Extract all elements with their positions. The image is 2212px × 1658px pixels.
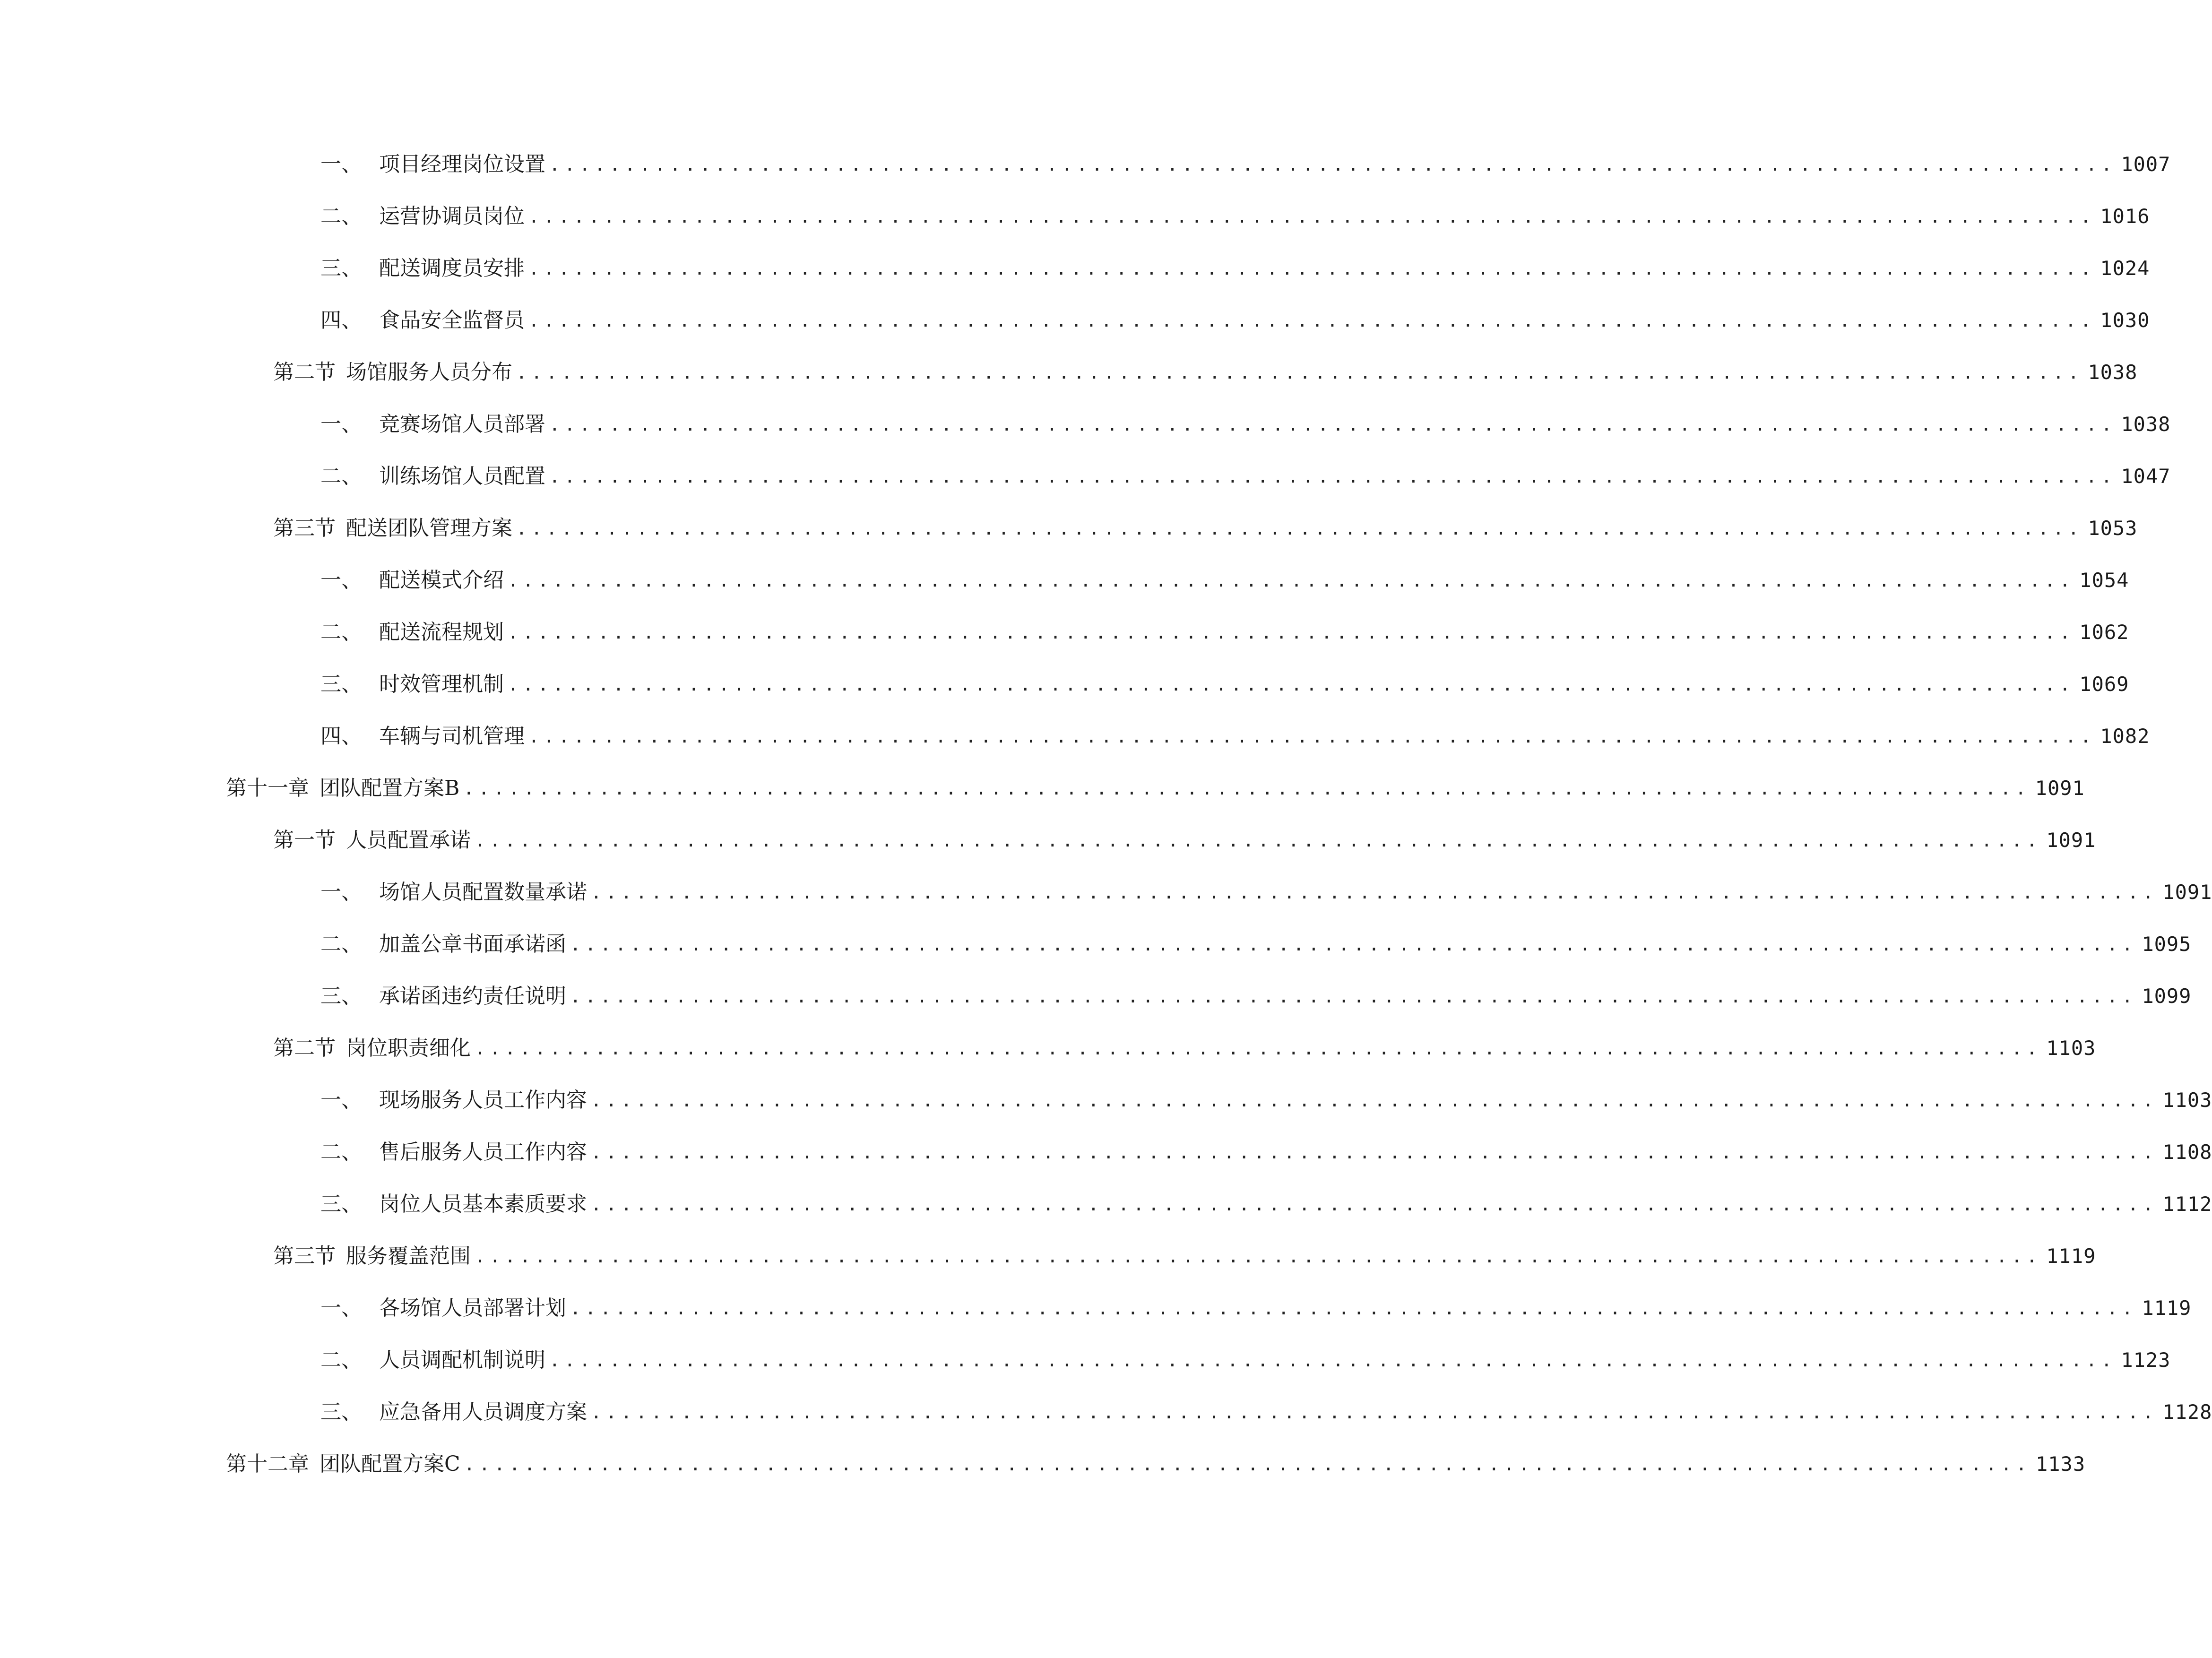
dot-leader: ........................................................................................................ (516, 362, 2083, 383)
toc-entry-title: 承诺函违约责任说明 (379, 984, 566, 1008)
toc-entry[interactable] (320, 1081, 2212, 1119)
toc-entry-page: 1119 (2046, 1244, 2096, 1268)
toc-entry-title: 运营协调员岗位 (379, 204, 525, 228)
toc-entry-number: 四、 (320, 724, 362, 748)
dot-leader: ........................................................................................................ (549, 414, 2117, 435)
dot-leader: ........................................................................................................ (508, 570, 2075, 591)
dot-leader: ........................................................................................................ (475, 1038, 2042, 1059)
toc-entry-title: 配送调度员安排 (379, 256, 525, 280)
toc-entry-page: 1030 (2100, 309, 2150, 332)
toc-section-entry[interactable] (273, 1237, 2096, 1275)
toc-entry-number: 三、 (320, 256, 362, 280)
toc-entry-page: 1053 (2088, 517, 2138, 540)
toc-entry-title: 场馆服务人员分布 (346, 360, 512, 384)
toc-entry-title: 配送流程规划 (379, 620, 504, 644)
toc-entry-title: 配送团队管理方案 (346, 516, 512, 540)
toc-entry-title: 人员调配机制说明 (379, 1348, 545, 1372)
toc-entry-page: 1091 (2035, 777, 2085, 800)
toc-entry-page: 1099 (2142, 984, 2192, 1008)
toc-entry-page: 1103 (2046, 1036, 2096, 1060)
toc-entry-page: 1007 (2121, 153, 2171, 176)
toc-entry-number: 一、 (320, 568, 362, 592)
toc-entry-page: 1082 (2100, 725, 2150, 748)
toc-entry-page: 1095 (2142, 933, 2192, 956)
dot-leader: ........................................................................................................ (528, 206, 2096, 227)
toc-entry-page: 1038 (2088, 361, 2138, 384)
toc-entry-title: 竞赛场馆人员部署 (379, 412, 545, 436)
dot-leader: ........................................................................................................ (508, 674, 2075, 695)
toc-entry-title: 场馆人员配置数量承诺 (379, 880, 587, 904)
dot-leader: ........................................................................................................ (508, 622, 2075, 643)
toc-entry[interactable] (320, 613, 2129, 651)
toc-entry-title: 现场服务人员工作内容 (379, 1088, 587, 1112)
toc-entry-number: 三、 (320, 1192, 362, 1216)
toc-entry-page: 1024 (2100, 257, 2150, 280)
toc-entry-title: 食品安全监督员 (379, 308, 525, 332)
toc-entry[interactable] (320, 198, 2150, 235)
dot-leader: ........................................................................................................ (591, 1194, 2158, 1215)
toc-entry[interactable] (320, 925, 2192, 963)
toc-entry[interactable] (320, 1133, 2212, 1171)
dot-leader: ........................................................................................................ (549, 154, 2117, 175)
toc-section-entry[interactable] (273, 354, 2138, 391)
dot-leader: ........................................................................................................ (549, 1350, 2117, 1371)
toc-entry[interactable] (320, 250, 2150, 287)
toc-entry-title: 团队配置方案B (320, 776, 460, 800)
toc-entry[interactable] (320, 977, 2192, 1015)
toc-entry-number: 一、 (320, 412, 362, 436)
toc-entry-page: 1123 (2121, 1348, 2171, 1372)
toc-entry-title: 团队配置方案C (320, 1452, 460, 1476)
toc-entry-number: 二、 (320, 620, 362, 644)
dot-leader: ........................................................................................................ (570, 934, 2137, 955)
toc-entry-number: 四、 (320, 308, 362, 332)
toc-entry[interactable] (320, 1393, 2212, 1431)
dot-leader: ........................................................................................................ (591, 1090, 2158, 1111)
toc-entry-page: 1047 (2121, 465, 2171, 488)
toc-entry-page: 1054 (2079, 569, 2129, 592)
toc-entry-page: 1062 (2079, 621, 2129, 644)
toc-entry[interactable] (320, 717, 2150, 755)
dot-leader: ........................................................................................................ (570, 986, 2137, 1007)
toc-section-label: 第三节 (273, 516, 336, 540)
dot-leader: ........................................................................................................ (475, 1246, 2042, 1267)
toc-entry-title: 配送模式介绍 (379, 568, 504, 592)
dot-leader: ........................................................................................................ (591, 1402, 2158, 1423)
dot-leader: ........................................................................................................ (528, 258, 2096, 279)
toc-entry-number: 一、 (320, 1296, 362, 1320)
toc-entry-page: 1091 (2162, 881, 2212, 904)
toc-entry-title: 各场馆人员部署计划 (379, 1296, 566, 1320)
toc-entry-title: 车辆与司机管理 (379, 724, 525, 748)
toc-section-entry[interactable] (273, 1029, 2096, 1067)
toc-entry-title: 岗位人员基本素质要求 (379, 1192, 587, 1216)
toc-entry-page: 1016 (2100, 205, 2150, 228)
toc-entry-title: 岗位职责细化 (346, 1036, 471, 1060)
toc-entry-number: 三、 (320, 1400, 362, 1424)
toc-entry-number: 三、 (320, 984, 362, 1008)
toc-entry[interactable] (320, 1289, 2192, 1327)
toc-entry-number: 三、 (320, 672, 362, 696)
toc-entry-page: 1103 (2162, 1088, 2212, 1112)
toc-entry-title: 加盖公章书面承诺函 (379, 932, 566, 956)
toc-entry-page: 1038 (2121, 413, 2171, 436)
toc-entry[interactable] (320, 665, 2129, 703)
toc-section-entry[interactable] (273, 509, 2138, 547)
toc-entry-number: 一、 (320, 152, 362, 176)
toc-section-label: 第一节 (273, 828, 336, 852)
toc-chapter-entry[interactable] (226, 1445, 2086, 1483)
toc-section-label: 第三节 (273, 1244, 336, 1268)
toc-entry-title: 应急备用人员调度方案 (379, 1400, 587, 1424)
toc-entry[interactable] (320, 406, 2171, 443)
toc-entry-number: 二、 (320, 1140, 362, 1164)
dot-leader: ........................................................................................................ (591, 1142, 2158, 1163)
toc-entry-title: 训练场馆人员配置 (379, 464, 545, 488)
toc-entry[interactable] (320, 146, 2171, 183)
toc-entry-title: 项目经理岗位设置 (379, 152, 545, 176)
toc-entry[interactable] (320, 1341, 2171, 1379)
toc-entry-page: 1133 (2035, 1452, 2086, 1476)
toc-entry[interactable] (320, 458, 2171, 495)
dot-leader: ........................................................................................................ (528, 726, 2096, 747)
toc-entry-number: 二、 (320, 464, 362, 488)
dot-leader: ........................................................................................................ (464, 1454, 2031, 1475)
dot-leader: ........................................................................................................ (570, 1298, 2137, 1319)
toc-entry-page: 1108 (2162, 1140, 2212, 1164)
toc-entry-number: 二、 (320, 1348, 362, 1372)
toc-entry-page: 1112 (2162, 1192, 2212, 1216)
toc-chapter-label: 第十二章 (226, 1452, 309, 1476)
toc-entry[interactable] (320, 561, 2129, 599)
toc-entry-number: 二、 (320, 204, 362, 228)
toc-entry-page: 1069 (2079, 673, 2129, 696)
toc-entry-title: 人员配置承诺 (346, 828, 471, 852)
dot-leader: ........................................................................................................ (475, 830, 2042, 851)
toc-entry[interactable] (320, 873, 2212, 911)
dot-leader: ........................................................................................................ (591, 882, 2158, 903)
toc-entry-page: 1091 (2046, 829, 2096, 852)
toc-entry-number: 一、 (320, 880, 362, 904)
toc-chapter-label: 第十一章 (226, 776, 309, 800)
dot-leader: ........................................................................................................ (528, 310, 2096, 331)
toc-entry-title: 服务覆盖范围 (346, 1244, 471, 1268)
toc-entry-number: 二、 (320, 932, 362, 956)
dot-leader: ........................................................................................................ (549, 466, 2117, 487)
toc-section-label: 第二节 (273, 360, 336, 384)
dot-leader: ........................................................................................................ (463, 778, 2031, 799)
toc-entry[interactable] (320, 1185, 2212, 1223)
toc-entry-title: 售后服务人员工作内容 (379, 1140, 587, 1164)
toc-section-entry[interactable] (273, 821, 2096, 859)
toc-entry[interactable] (320, 302, 2150, 339)
toc-chapter-entry[interactable] (226, 769, 2085, 807)
dot-leader: ........................................................................................................ (516, 518, 2083, 539)
toc-entry-number: 一、 (320, 1088, 362, 1112)
toc-entry-page: 1128 (2162, 1400, 2212, 1424)
toc-entry-page: 1119 (2142, 1296, 2192, 1320)
toc-entry-title: 时效管理机制 (379, 672, 504, 696)
toc-section-label: 第二节 (273, 1036, 336, 1060)
